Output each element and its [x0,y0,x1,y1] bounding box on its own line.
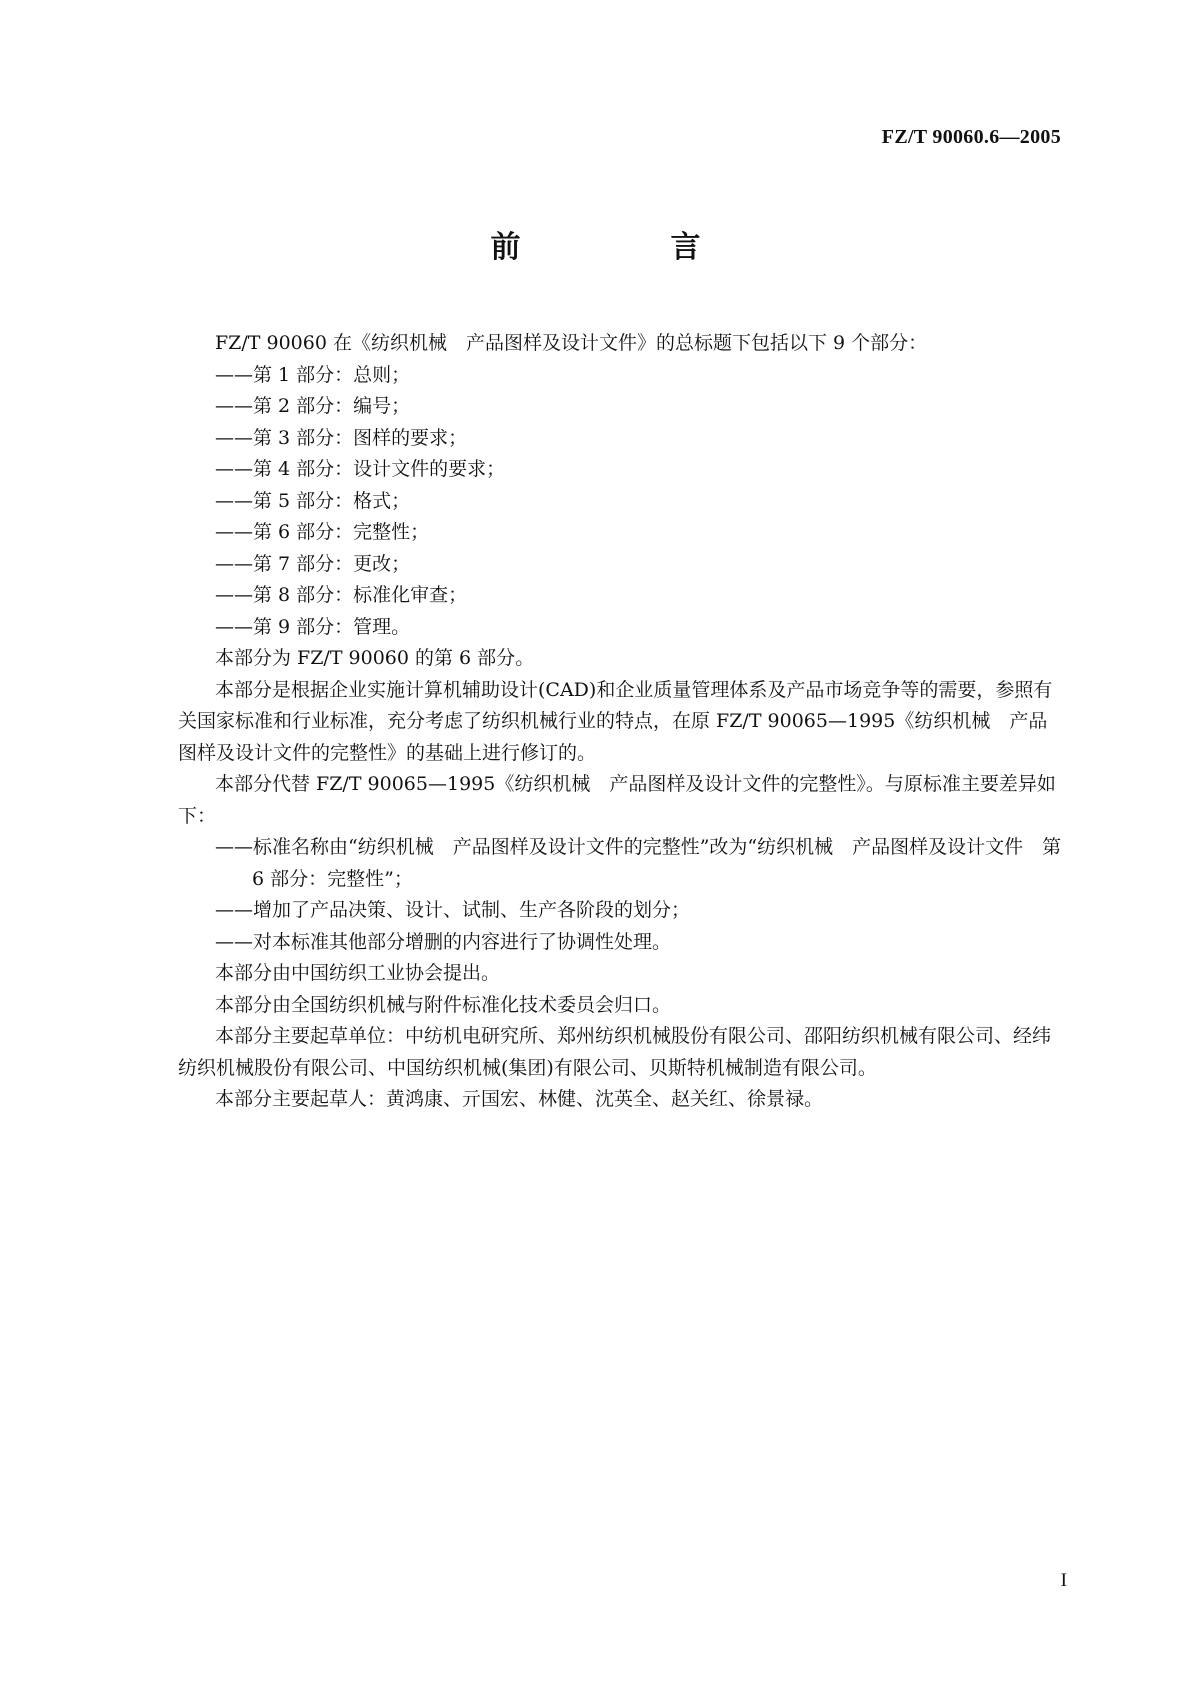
paragraph: 本部分是根据企业实施计算机辅助设计(CAD)和企业质量管理体系及产品市场竞争等的需要，参照有关国家标准和行业标准，充分考虑了纺织机械行业的特点，在原 FZ/T 90065—1995《纺织机械 产品图样及设计文件的完整性》的基础上进行修订的。 [178,678,1053,764]
list-item: ——第 7 部分：更改； [215,552,411,575]
list-item: ——增加了产品决策、设计、试制、生产各阶段的划分； [215,899,691,921]
standard-code: FZ/T 90060.6—2005 [881,126,1061,148]
list-item: ——第 8 部分：标准化审查； [215,584,468,606]
list-item: ——第 5 部分：格式； [215,489,411,512]
paragraph: 本部分主要起草人：黄鸿康、亓国宏、林健、沈英全、赵关红、徐景禄。 [215,1088,824,1110]
paragraph: FZ/T 90060 在《纺织机械 产品图样及设计文件》的总标题下包括以下 9 个部分： [215,332,928,354]
list-item: ——第 9 部分：管理。 [215,615,411,638]
paragraph: 本部分代替 FZ/T 90065—1995《纺织机械 产品图样及设计文件的完整性》。与原标准主要差异如下： [178,773,1056,827]
paragraph: 本部分为 FZ/T 90060 的第 6 部分。 [215,647,535,669]
list-item: ——第 1 部分：总则； [215,363,411,386]
foreword-body [178,328,1063,1116]
page-title: 前 言 [490,230,761,265]
paragraph: 本部分主要起草单位：中纺机电研究所、郑州纺织机械股份有限公司、邵阳纺织机械有限公司、经纬纺织机械股份有限公司、中国纺织机械(集团)有限公司、贝斯特机械制造有限公司。 [178,1025,1052,1079]
list-item: ——第 6 部分：完整性； [215,521,430,543]
list-item: ——对本标准其他部分增删的内容进行了协调性处理。 [215,930,672,953]
paragraph: 本部分由中国纺织工业协会提出。 [215,962,501,984]
page-number: I [1060,1570,1067,1591]
paragraph: 本部分由全国纺织机械与附件标准化技术委员会归口。 [215,993,672,1016]
list-item: ——第 4 部分：设计文件的要求； [215,458,506,480]
list-item: ——第 2 部分：编号； [215,395,411,417]
list-item: ——标准名称由“纺织机械 产品图样及设计文件的完整性”改为“纺织机械 产品图样及设计文件 第 6 部分：完整性”； [215,836,1062,890]
list-item: ——第 3 部分：图样的要求； [215,426,468,449]
